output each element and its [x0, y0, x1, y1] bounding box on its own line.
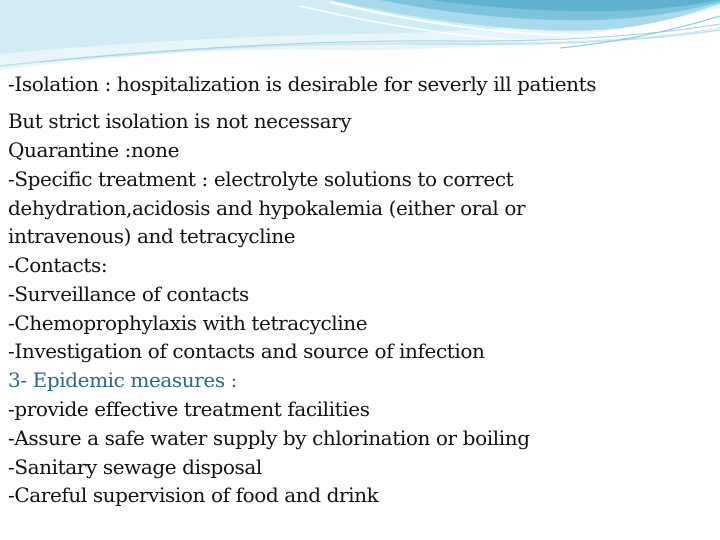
text-line-surveillance: -Surveillance of contacts — [8, 282, 249, 306]
text-line-investigation: -Investigation of contacts and source of infection — [8, 339, 485, 363]
text-line-specific-treatment: -Specific treatment : electrolyte solutions to correct — [8, 167, 514, 191]
text-line-contacts: -Contacts: — [8, 253, 108, 277]
text-line-sewage: -Sanitary sewage disposal — [8, 455, 262, 479]
text-line-safe-water: -Assure a safe water supply by chlorination or boiling — [8, 426, 530, 450]
text-line-strict-isolation: But strict isolation is not necessary — [8, 109, 352, 133]
text-line-isolation: -Isolation : hospitalization is desirable for severly ill patients — [8, 72, 597, 96]
header-wave-decoration — [0, 0, 720, 70]
text-line-dehydration: dehydration,acidosis and hypokalemia (either oral or — [8, 196, 526, 220]
text-line-food-supervision: -Careful supervision of food and drink — [8, 483, 379, 507]
text-line-treatment-facilities: -provide effective treatment facilities — [8, 397, 370, 421]
text-line-chemoprophylaxis: -Chemoprophylaxis with tetracycline — [8, 311, 368, 335]
section-heading-epidemic-measures: 3- Epidemic measures : — [8, 368, 238, 392]
text-line-intravenous: intravenous) and tetracycline — [8, 224, 296, 248]
text-line-quarantine: Quarantine :none — [8, 138, 180, 162]
